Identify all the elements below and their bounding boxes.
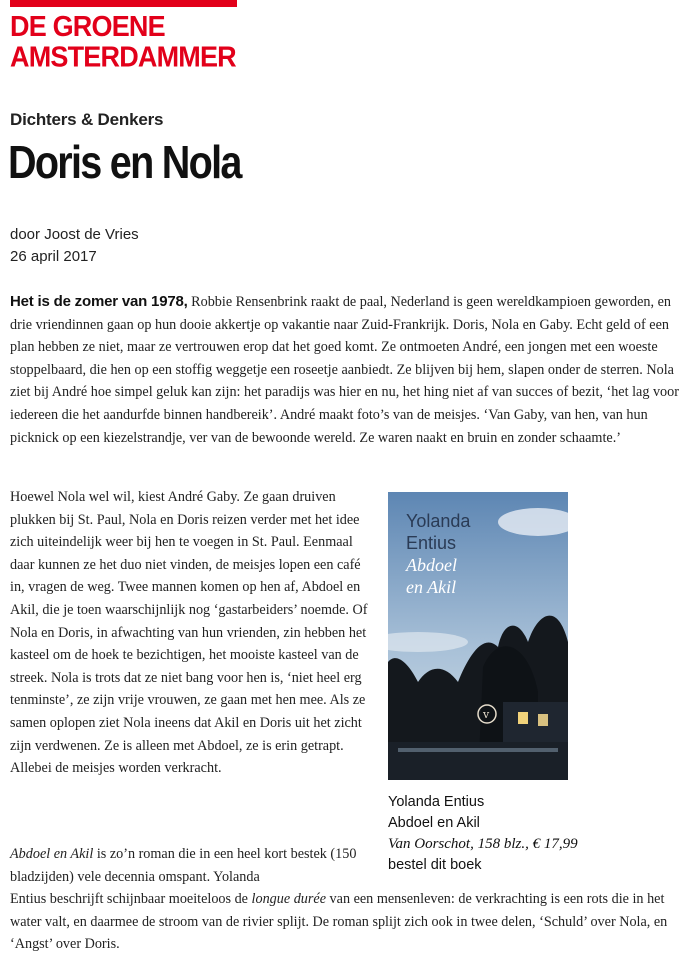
article-kicker[interactable]: Dichters & Denkers xyxy=(10,110,164,129)
paragraph-intro-text: Robbie Rensenbrink raakt de paal, Nederland is geen wereldkampioen geworden, en drie vriendinnen gaan op hun dooie akkertje op vakantie naar Zuid-Frankrijk. Doris, Nola en Gaby. Echt geld of een plan hebben ze niet, maar ze vertrouwen erop dat het goed komt. Ze ontmoeten André, een jongen met een woeste stoppelbaard, die hen op een stoffig weggetje een roseetje aanbiedt. Ze blijven bij hem, slapen onder de sterren. Nola ziet bij André hoe simpel geluk kan zijn: het paradijs was hier en nu, het hing niet af van succes of bezit, ‘het lag voor iedereen die het aandurfde binnen handbereik’. André maakt foto’s van de meisjes. ‘Van Gaby, van hen, van hun picknick op een kiezelstrandje, ver van de bewoonde wereld. Ze waren naakt en bruin en zonder schaamte.’ xyxy=(10,294,679,446)
article-title: Doris en Nola xyxy=(8,136,241,188)
cover-author-line-1: Yolanda xyxy=(406,511,471,531)
inline-term: longue durée xyxy=(251,891,326,908)
cover-title-line-2: en Akil xyxy=(406,577,457,597)
publisher-mark: v xyxy=(483,708,490,721)
logo-line-2: AMSTERDAMMER xyxy=(10,41,236,73)
paragraph-intro xyxy=(10,291,690,449)
caption-publisher: Van Oorschot, 158 blz., € 17,99 xyxy=(388,836,578,852)
paragraph-three-text-c: van een mensenleven: de verkrachting is een rots die in het water valt, en daarmee de stroom van de rivier splijt. De roman splijt zich ook in twee delen, ‘Schuld’ over Nola, en ‘Angst’ over Doris. xyxy=(10,891,668,953)
publish-date: 26 april 2017 xyxy=(10,248,97,265)
byline[interactable]: door Joost de Vries xyxy=(10,226,139,243)
paragraph-three-text-b: Entius beschrijft schijnbaar moeiteloos de xyxy=(10,891,252,908)
paragraph-two: Hoewel Nola wel wil, kiest André Gaby. Ze gaan druiven plukken bij St. Paul, Nola en Doris reizen verder met het idee zich uiteindelijk weer bij hen te voegen in St. Paul. Eenmaal daar kunnen ze het duo niet vinden, de meisjes lopen een café in, vragen de weg. Twee mannen komen op hen af, Abdoel en Akil, die je toen waarschijnlijk nog ‘gastarbeiders’ noemde. Of Nola en Doris, in afwachting van hun vrienden, zin hebben het kasteel om de hoek te bezichtigen, het mooiste kasteel van de streek. Nola is trots dat ze niet bang voor hen is, ‘niet heel erg tenminste’, ze zijn vrije vrouwen, ze gaan met hen mee. Als ze samen oplopen ziet Nola ineens dat Akil en Doris uit het zicht zijn verdwenen. Ze is alleen met Abdoel, ze is erin getrapt. Allebei de meisjes worden verkracht. xyxy=(10,489,368,777)
paragraph-three xyxy=(10,843,690,956)
order-book-link[interactable]: bestel dit boek xyxy=(388,857,482,873)
paragraph-three-text-a: is zo’n roman die in een heel kort bestek (150 bladzijden) vele decennia omspant. Yolanda xyxy=(10,846,357,885)
article-meta xyxy=(10,224,139,268)
site-logo[interactable] xyxy=(10,12,236,73)
cover-text xyxy=(406,510,470,598)
brand-top-bar xyxy=(10,0,237,7)
caption-title: Abdoel en Akil xyxy=(388,815,480,831)
paragraph-three-opening xyxy=(10,843,372,888)
book-cover-image[interactable] xyxy=(388,492,568,780)
paragraph-lead: Het is de zomer van 1978, xyxy=(10,293,188,310)
logo-line-1: DE GROENE xyxy=(10,10,165,43)
cover-title-line-1: Abdoel xyxy=(406,555,457,575)
cover-author-line-2: Entius xyxy=(406,533,457,553)
book-title-inline: Abdoel en Akil xyxy=(10,846,94,862)
caption-author: Yolanda Entius xyxy=(388,794,485,810)
